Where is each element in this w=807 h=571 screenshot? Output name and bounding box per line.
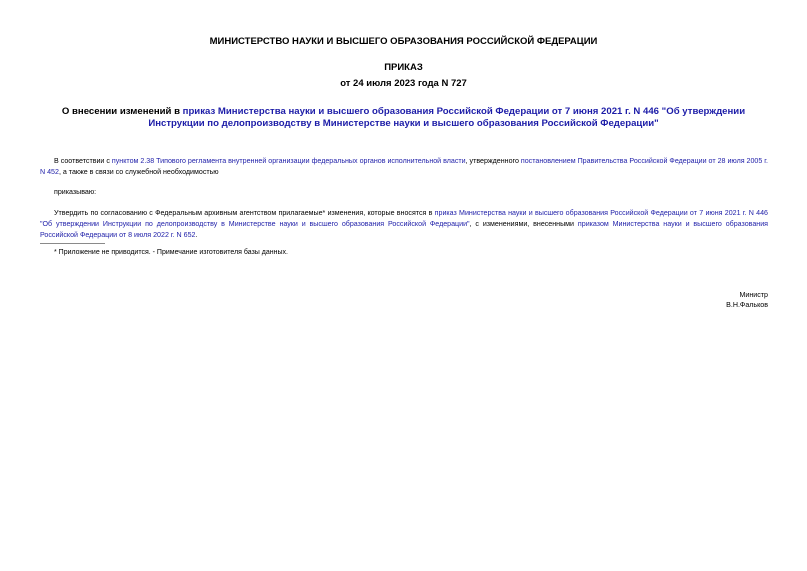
p1-text-2: , утвержденного — [465, 157, 521, 165]
footnote: * Приложение не приводится. - Примечание изготовителя базы данных. — [54, 249, 288, 256]
government-resolution-link[interactable]: постановлением Правительства Российской Федерации от 28 июля 2005 г. N 452 — [40, 157, 769, 176]
p3-text-3: . — [195, 231, 198, 239]
p1-text-3: , а также в связи со служебной необходимостью — [58, 168, 219, 176]
subject-prefix: О внесении изменений в — [61, 106, 183, 117]
signatory-position: Министр — [739, 291, 768, 299]
order-word-paragraph: приказываю: — [54, 188, 97, 196]
ministry-heading: МИНИСТЕРСТВО НАУКИ И ВЫСШЕГО ОБРАЗОВАНИЯ РОССИЙСКОЙ ФЕДЕРАЦИИ — [209, 36, 598, 47]
approval-paragraph — [40, 208, 768, 241]
preamble-paragraph — [40, 156, 768, 178]
footnote-divider — [40, 243, 105, 244]
date-number-heading: от 24 июля 2023 года N 727 — [340, 78, 467, 89]
order-446-link[interactable]: приказ Министерства науки и высшего образования Российской Федерации от 7 июня 2021 г. N 446 "Об утверждении Инструкции по делопроизводству в Министерстве науки и высшего образования Российской Федерации" — [40, 209, 768, 228]
document-type-heading: ПРИКАЗ — [384, 62, 423, 73]
regulation-link[interactable]: пунктом 2.38 Типового регламента внутренней организации федеральных органов исполнительной власти — [111, 157, 466, 165]
subject-heading — [40, 106, 767, 130]
p3-text-1: Утвердить по согласованию с Федеральным архивным агентством прилагаемые* изменения, которые вносятся в — [54, 209, 435, 217]
p1-text-1: В соответствии с — [54, 157, 112, 165]
order-652-link[interactable]: приказом Министерства науки и высшего образования Российской Федерации от 8 июля 2022 г. N 652 — [40, 220, 769, 239]
subject-order-link[interactable]: приказ Министерства науки и высшего образования Российской Федерации от 7 июня 2021 г. N 446 "Об утверждении Инструкции по делопроизводству в Министерстве науки и высшего образования Российской Федерации" — [148, 106, 746, 129]
p3-text-2: , с изменениями, внесенными — [469, 220, 578, 228]
signatory-name: В.Н.Фальков — [726, 301, 768, 309]
